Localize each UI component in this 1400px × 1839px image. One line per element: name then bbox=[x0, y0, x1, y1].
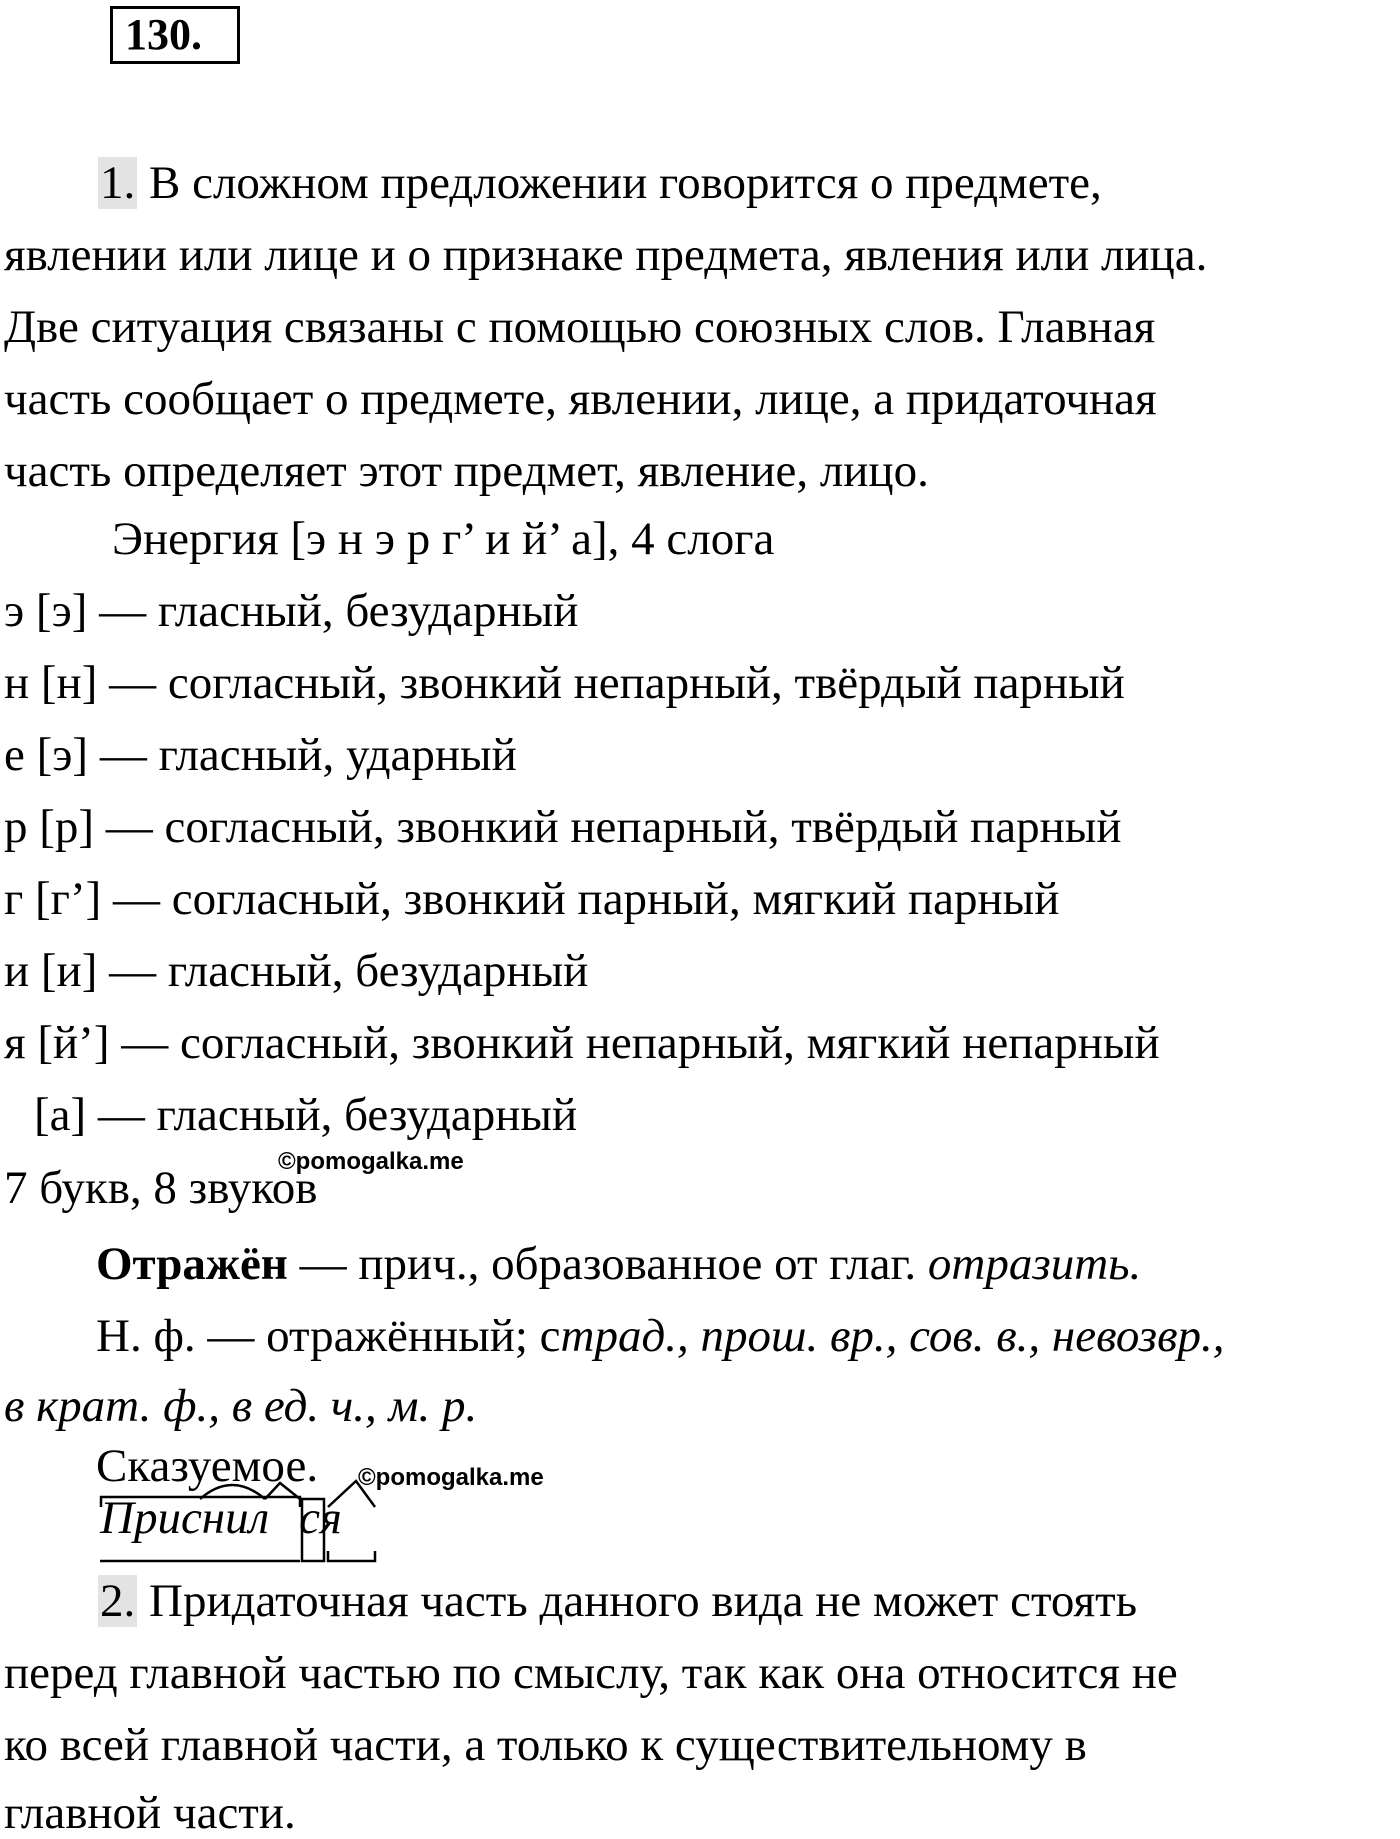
morph-line-1: Отражён — прич., образованное от глаг. отразить. bbox=[96, 1238, 1142, 1290]
syntax-role: Сказуемое. bbox=[96, 1440, 319, 1492]
part1-line-5: часть определяет этот предмет, явление, лицо. bbox=[4, 445, 929, 497]
part1-line-2: явлении или лице и о признаке предмета, явления или лица. bbox=[4, 229, 1208, 281]
morph-line-2: Н. ф. — отражённый; страд., прош. вр., сов. в., невозвр., bbox=[96, 1310, 1225, 1362]
part2-line-4: главной части. bbox=[4, 1787, 296, 1839]
part2-line-2: перед главной частью по смыслу, так как она относится не bbox=[4, 1647, 1178, 1699]
phonetic-row: э [э] — гласный, безударный bbox=[4, 585, 579, 637]
watermark: ©pomogalka.me bbox=[358, 1464, 544, 1491]
morph-line-3: в крат. ф., в ед. ч., м. р. bbox=[4, 1380, 478, 1432]
ending-box bbox=[302, 1499, 324, 1561]
morpheme-marks bbox=[100, 1465, 380, 1575]
part1-line-3: Две ситуация связаны с помощью союзных слов. Главная bbox=[4, 301, 1156, 353]
phonetic-row: я [й’] — согласный, звонкий непарный, мягкий непарный bbox=[4, 1017, 1160, 1069]
phonetic-summary: 7 букв, 8 звуков bbox=[4, 1162, 318, 1214]
phonetic-row: е [э] — гласный, ударный bbox=[4, 729, 517, 781]
part1-line-4: часть сообщает о предмете, явлении, лице, а придаточная bbox=[4, 373, 1157, 425]
part2-line-3: ко всей главной части, а только к существительному в bbox=[4, 1719, 1087, 1771]
exercise-number: 130. bbox=[110, 6, 240, 64]
phonetic-row: г [г’] — согласный, звонкий парный, мягкий парный bbox=[4, 873, 1060, 925]
phonetic-row: р [р] — согласный, звонкий непарный, твёрдый парный bbox=[4, 801, 1122, 853]
part1-marker: 1. bbox=[100, 157, 136, 209]
postfix-bracket bbox=[328, 1551, 375, 1561]
morph-word: Отражён bbox=[96, 1238, 288, 1290]
part1-line-1: 1. В сложном предложении говорится о предмете, bbox=[100, 157, 1102, 209]
postfix-mark bbox=[328, 1481, 375, 1507]
watermark: ©pomogalka.me bbox=[278, 1148, 464, 1175]
phonetic-row: н [н] — согласный, звонкий непарный, твёрдый парный bbox=[4, 657, 1125, 709]
part2-line-1: 2. Придаточная часть данного вида не может стоять bbox=[100, 1575, 1138, 1627]
part2-marker: 2. bbox=[100, 1575, 136, 1627]
phonetic-row: [а] — гласный, безударный bbox=[34, 1089, 578, 1141]
phonetic-row: и [и] — гласный, безударный bbox=[4, 945, 589, 997]
parse-word: Приснил ся bbox=[100, 1492, 342, 1544]
phonetic-heading: Энергия [э н э р г’ и й’ а], 4 слога bbox=[112, 513, 775, 565]
